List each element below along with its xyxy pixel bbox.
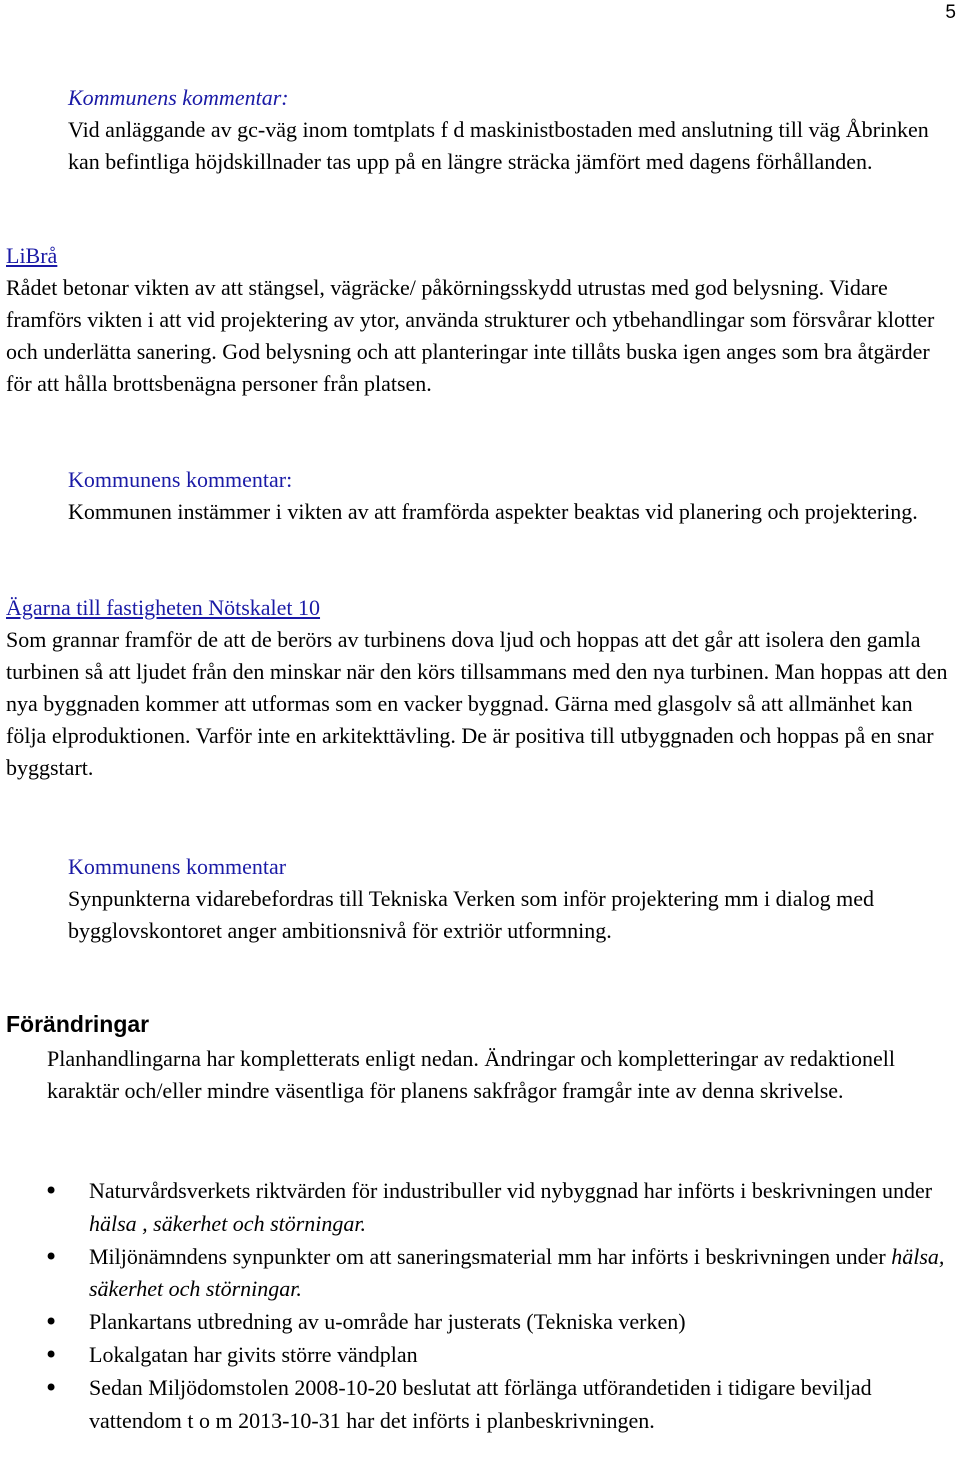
list-item: • Miljönämndens synpunkter om att saneringsmaterial mm har införts i beskrivningen under hälsa, säkerhet och störningar. xyxy=(0,1241,955,1306)
municipal-comment-3 xyxy=(68,851,954,947)
section-heading: Ägarna till fastigheten Nötskalet 10 xyxy=(6,595,321,620)
municipal-comment-1 xyxy=(68,82,954,178)
list-item: • Lokalgatan har givits större vändplan xyxy=(0,1339,955,1372)
comment-body: Kommunen instämmer i vikten av att framförda aspekter beaktas vid planering och projektering. xyxy=(68,499,918,524)
section-body: Rådet betonar vikten av att stängsel, vägräcke/ påkörningsskydd utrustas med god belysning. Vidare framförs vikten i att vid projektering av ytor, använda strukturer och ytbehandlingar som försvårar klotter och underlätta sanering. God belysning och att planteringar inte tillåts buska igen anges som bra åtgärder för att hålla brottsbenägna personer från platsen. xyxy=(6,275,935,396)
page-number: 5 xyxy=(945,2,956,23)
section-reference: hälsa , säkerhet och störningar. xyxy=(89,1210,367,1236)
municipal-comment-2 xyxy=(68,464,954,528)
section-body: Som grannar framför de att de berörs av turbinens dova ljud och hoppas att det går att isolera den gamla turbinen så att ljudet från den minskar när den körs tillsammans med den nya turbinen. Man hoppas att den nya byggnaden kommer att utformas som en vacker byggnad. Gärna med glasgolv så att allmänhet kan följa elproduktionen. Varför inte en arkitekttävling. De är positiva till utbyggnaden och hoppas på en snar byggstart. xyxy=(6,627,948,780)
list-item: • Plankartans utbredning av u-område har justerats (Tekniska verken) xyxy=(0,1306,955,1339)
section-reference: hälsa, säkerhet och störningar. xyxy=(89,1243,945,1301)
comment-body: Vid anläggande av gc-väg inom tomtplats f d maskinistbostaden med anslutning till väg Åbrinken kan befintliga höjdskillnader tas upp på en längre sträcka jämfört med dagens förhållanden. xyxy=(68,117,929,174)
comment-heading: Kommunens kommentar: xyxy=(68,85,289,110)
comment-body: Synpunkterna vidarebefordras till Tekniska Verken som inför projektering mm i dialog med bygglovskontoret anger ambitionsnivå för extriör utformning. xyxy=(68,886,874,943)
changes-heading: Förändringar xyxy=(6,1011,150,1037)
section-heading: LiBrå xyxy=(6,243,58,268)
librå-section xyxy=(6,240,956,400)
list-item: • Naturvårdsverkets riktvärden för industribuller vid nybyggnad har införts i beskrivningen under hälsa , säkerhet och störningar. xyxy=(0,1175,955,1240)
changes-list xyxy=(0,1175,955,1438)
changes-intro: Planhandlingarna har kompletterats enligt nedan. Ändringar och kompletteringar av redaktionell karaktär och/eller mindre väsentliga för planens sakfrågor framgår inte av denna skrivelse. xyxy=(47,1046,895,1103)
notskalet-section xyxy=(6,592,956,784)
comment-heading: Kommunens kommentar: xyxy=(68,467,293,492)
comment-heading: Kommunens kommentar xyxy=(68,854,287,879)
list-item: • Sedan Miljödomstolen 2008-10-20 beslutat att förlänga utförandetiden i tidigare beviljad vattendom t o m 2013-10-31 har det införts i planbeskrivningen. xyxy=(0,1372,955,1437)
